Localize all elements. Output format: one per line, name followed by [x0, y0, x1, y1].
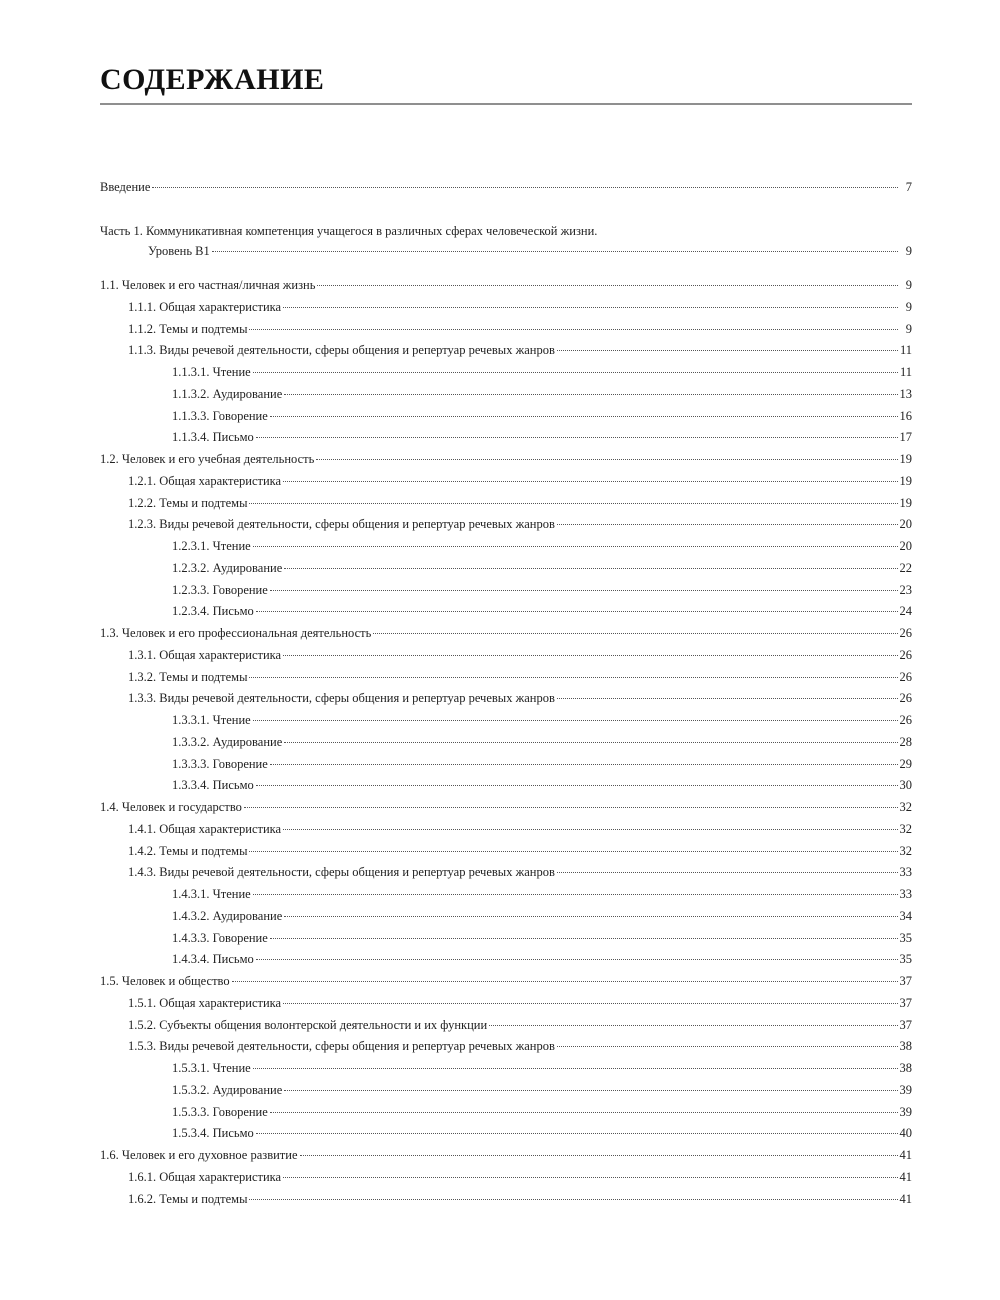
- toc-page-number: 9: [905, 299, 912, 314]
- toc-entry[interactable]: [172, 712, 912, 728]
- dot-leader: [270, 1112, 898, 1113]
- toc-page-number: 26: [899, 626, 912, 640]
- toc-entry-label: 1.2.3.2. Аудирование: [172, 560, 283, 575]
- dot-leader: [253, 372, 898, 373]
- dot-leader: [284, 916, 897, 917]
- dot-leader: [284, 742, 897, 743]
- toc-entry-label: 1.3.3.2. Аудирование: [172, 734, 283, 749]
- toc-page-number: 11: [899, 343, 912, 358]
- toc-entry[interactable]: [128, 690, 912, 706]
- dot-leader: [249, 329, 898, 330]
- toc-entry-label: 1.4.3.3. Говорение: [172, 930, 268, 945]
- toc-entry[interactable]: [100, 625, 912, 641]
- toc-entry-label: 1.5.3.3. Говорение: [172, 1104, 268, 1119]
- toc-page-number: 33: [899, 887, 912, 901]
- toc-page-number: 19: [899, 495, 912, 510]
- toc-page-number: 26: [899, 691, 912, 706]
- toc-entry-label: 1.4.3.4. Письмо: [172, 952, 254, 967]
- toc-page-number: 19: [899, 452, 912, 466]
- toc-page-number: 38: [899, 1039, 912, 1054]
- toc-page-number: 37: [899, 995, 912, 1010]
- dot-leader: [557, 350, 898, 351]
- dot-leader: [256, 611, 898, 612]
- toc-entry[interactable]: [172, 1060, 912, 1076]
- toc-entry[interactable]: [128, 843, 912, 859]
- toc-entry-label: 1.3.2. Темы и подтемы: [128, 669, 248, 684]
- dot-leader: [283, 829, 897, 830]
- dot-leader: [249, 1199, 897, 1200]
- toc-entry-part1[interactable]: [148, 243, 912, 259]
- toc-entry[interactable]: [128, 1038, 912, 1054]
- toc-entry[interactable]: [100, 799, 912, 815]
- toc-page-number: 32: [899, 843, 912, 858]
- toc-entry-label: 1.6.2. Темы и подтемы: [128, 1191, 248, 1206]
- toc-entry[interactable]: [172, 1125, 912, 1141]
- dot-leader: [270, 938, 898, 939]
- toc-entry[interactable]: [172, 1082, 912, 1098]
- toc-page-number: 16: [899, 408, 912, 423]
- toc-entry-label: 1.5.2. Субъекты общения волонтерской деятельности и их функции: [128, 1017, 488, 1032]
- dot-leader: [256, 1133, 898, 1134]
- toc-entry[interactable]: [172, 408, 912, 424]
- dot-leader: [557, 698, 898, 699]
- toc-entry-label: 1.2.3.1. Чтение: [172, 539, 251, 553]
- toc-entry[interactable]: [128, 516, 912, 532]
- toc-entry[interactable]: [128, 299, 912, 315]
- toc-entry[interactable]: [172, 908, 912, 924]
- dot-leader: [283, 1177, 897, 1178]
- toc-entry[interactable]: [128, 495, 912, 511]
- toc-entry[interactable]: [172, 386, 912, 402]
- toc-page-number: 40: [899, 1126, 912, 1141]
- toc-entry[interactable]: [128, 995, 912, 1011]
- toc-entry-label: Уровень В1: [148, 244, 210, 258]
- toc-entry-label: 1.3.3.1. Чтение: [172, 713, 251, 727]
- toc-page-number: 24: [899, 604, 912, 619]
- toc-entry-label: 1.4. Человек и государство: [100, 800, 242, 814]
- toc-entry-label: 1.2. Человек и его учебная деятельность: [100, 452, 315, 466]
- toc-entry-label: 1.4.3.1. Чтение: [172, 887, 251, 901]
- toc-page-number: 41: [899, 1191, 912, 1206]
- dot-leader: [253, 1068, 898, 1069]
- dot-leader: [256, 959, 898, 960]
- toc-entry-label: 1.1.3.1. Чтение: [172, 365, 251, 379]
- toc-entry[interactable]: [128, 647, 912, 663]
- toc-entry-label: 1.3.1. Общая характеристика: [128, 647, 282, 662]
- toc-entry[interactable]: [100, 451, 912, 467]
- toc-page-number: 23: [899, 582, 912, 597]
- dot-leader: [270, 764, 898, 765]
- toc-entry-label: 1.3.3. Виды речевой деятельности, сферы общения и репертуар речевых жанров: [128, 691, 555, 706]
- toc-entry-label: Введение: [100, 180, 151, 194]
- toc-entry-label: 1.6.1. Общая характеристика: [128, 1169, 282, 1184]
- dot-leader: [256, 785, 898, 786]
- toc-entry-label: 1.1.3.2. Аудирование: [172, 386, 283, 401]
- dot-leader: [256, 437, 898, 438]
- toc-entry-label: 1.1.3.4. Письмо: [172, 430, 254, 445]
- toc-entry-label: 1.1.3.3. Говорение: [172, 408, 268, 423]
- dot-leader: [557, 1046, 898, 1047]
- toc-page-number: 29: [899, 756, 912, 771]
- toc-part1-line1[interactable]: Часть 1. Коммуникативная компетенция учащегося в различных сферах человеческой жизни.: [100, 224, 598, 238]
- dot-leader: [489, 1025, 897, 1026]
- toc-page-number: 35: [899, 952, 912, 967]
- toc-page-number: 37: [899, 1017, 912, 1032]
- dot-leader: [557, 524, 898, 525]
- toc-page-number: 19: [899, 473, 912, 488]
- toc-entry-label: 1.1.1. Общая характеристика: [128, 299, 282, 314]
- toc-page-number: 41: [899, 1169, 912, 1184]
- toc-page-number: 9: [905, 244, 912, 258]
- toc-entry[interactable]: [128, 473, 912, 489]
- toc-entry[interactable]: [172, 756, 912, 772]
- dot-leader: [249, 677, 897, 678]
- toc-page-number: 32: [899, 821, 912, 836]
- toc-entry-label: 1.2.2. Темы и подтемы: [128, 495, 248, 510]
- toc-entry-label: 1.5.1. Общая характеристика: [128, 995, 282, 1010]
- dot-leader: [283, 1003, 897, 1004]
- toc-entry-label: 1.4.2. Темы и подтемы: [128, 843, 248, 858]
- toc-entry-intro[interactable]: [100, 179, 912, 195]
- toc-entry-label: 1.4.3. Виды речевой деятельности, сферы общения и репертуар речевых жанров: [128, 865, 555, 880]
- toc-entry[interactable]: [128, 1017, 912, 1033]
- toc-page-number: 7: [905, 180, 912, 194]
- dot-leader: [557, 872, 898, 873]
- toc-entry[interactable]: [172, 538, 912, 554]
- toc-entry[interactable]: [128, 1191, 912, 1207]
- dot-leader: [373, 633, 897, 634]
- toc-entry-label: 1.4.3.2. Аудирование: [172, 908, 283, 923]
- toc-entry-label: 1.5.3.4. Письмо: [172, 1126, 254, 1141]
- toc-page-number: 20: [899, 517, 912, 532]
- dot-leader: [212, 251, 898, 252]
- toc-entry[interactable]: [172, 1104, 912, 1120]
- dot-leader: [253, 720, 898, 721]
- toc-entry[interactable]: [100, 1147, 912, 1163]
- toc-entry[interactable]: [172, 603, 912, 619]
- toc-entry[interactable]: [128, 342, 912, 358]
- toc-entry-label: 1.2.3.4. Письмо: [172, 604, 254, 619]
- toc-page-number: 26: [899, 669, 912, 684]
- toc-page-number: 20: [899, 539, 912, 553]
- dot-leader: [253, 546, 898, 547]
- toc-page-number: 26: [899, 647, 912, 662]
- toc-page-number: 26: [899, 713, 912, 727]
- toc-entry[interactable]: [100, 277, 912, 293]
- toc-entry[interactable]: [172, 429, 912, 445]
- toc-page-number: 37: [899, 974, 912, 988]
- toc-entry-label: 1.2.3. Виды речевой деятельности, сферы общения и репертуар речевых жанров: [128, 517, 555, 532]
- toc-page-number: 35: [899, 930, 912, 945]
- toc-page-number: 22: [899, 560, 912, 575]
- toc-entry[interactable]: [172, 777, 912, 793]
- toc-entry-label: 1.3.3.4. Письмо: [172, 778, 254, 793]
- dot-leader: [253, 894, 898, 895]
- toc-page-number: 28: [899, 734, 912, 749]
- toc-entry[interactable]: [172, 364, 912, 380]
- dot-leader: [283, 655, 897, 656]
- dot-leader: [316, 459, 897, 460]
- toc-entry-label: 1.5.3.1. Чтение: [172, 1061, 251, 1075]
- toc-entry-label: 1.3.3.3. Говорение: [172, 756, 268, 771]
- dot-leader: [270, 416, 898, 417]
- toc-entry-label: 1.5.3.2. Аудирование: [172, 1082, 283, 1097]
- dot-leader: [232, 981, 898, 982]
- toc-entry[interactable]: [172, 560, 912, 576]
- dot-leader: [244, 807, 898, 808]
- toc-entry-label: 1.6. Человек и его духовное развитие: [100, 1148, 298, 1162]
- toc-entry[interactable]: [128, 821, 912, 837]
- dot-leader: [283, 481, 897, 482]
- title-divider: [100, 103, 912, 105]
- toc-page-number: 9: [905, 278, 912, 292]
- dot-leader: [284, 1090, 897, 1091]
- toc-entry[interactable]: [172, 734, 912, 750]
- toc-entry[interactable]: [128, 321, 912, 337]
- toc-page-number: 39: [899, 1104, 912, 1119]
- dot-leader: [283, 307, 898, 308]
- toc-entry[interactable]: [128, 864, 912, 880]
- toc-entry-label: 1.4.1. Общая характеристика: [128, 821, 282, 836]
- toc-page-number: 38: [899, 1061, 912, 1075]
- toc-entry[interactable]: [128, 1169, 912, 1185]
- toc-entry[interactable]: [100, 973, 912, 989]
- dot-leader: [284, 568, 897, 569]
- dot-leader: [249, 503, 897, 504]
- toc-page-number: 9: [905, 321, 912, 336]
- toc-entry[interactable]: [128, 669, 912, 685]
- page-title: СОДЕРЖАНИЕ: [100, 63, 325, 96]
- toc-page-number: 33: [899, 865, 912, 880]
- toc-entry-label: 1.2.1. Общая характеристика: [128, 473, 282, 488]
- toc-entry[interactable]: [172, 951, 912, 967]
- dot-leader: [317, 285, 898, 286]
- toc-page-number: 13: [899, 386, 912, 401]
- toc-entry[interactable]: [172, 582, 912, 598]
- dot-leader: [300, 1155, 898, 1156]
- toc-page-number: 39: [899, 1082, 912, 1097]
- toc-entry-label: 1.5.3. Виды речевой деятельности, сферы общения и репертуар речевых жанров: [128, 1039, 555, 1054]
- toc-page-number: 41: [899, 1148, 912, 1162]
- toc-page-number: 30: [899, 778, 912, 793]
- dot-leader: [270, 590, 898, 591]
- toc-entry-label: 1.5. Человек и общество: [100, 974, 230, 988]
- toc-entry-label: 1.2.3.3. Говорение: [172, 582, 268, 597]
- dot-leader: [152, 187, 898, 188]
- toc-entry-label: 1.1.2. Темы и подтемы: [128, 321, 248, 336]
- toc-entry-label: 1.3. Человек и его профессиональная деятельность: [100, 626, 372, 640]
- dot-leader: [249, 851, 897, 852]
- toc-page-number: 11: [899, 365, 912, 379]
- toc-page-number: 32: [899, 800, 912, 814]
- toc-entry-label: 1.1.3. Виды речевой деятельности, сферы общения и репертуар речевых жанров: [128, 343, 555, 358]
- dot-leader: [284, 394, 897, 395]
- toc-entry[interactable]: [172, 886, 912, 902]
- toc-entry[interactable]: [172, 930, 912, 946]
- toc-page-number: 34: [899, 908, 912, 923]
- toc-entry-label: 1.1. Человек и его частная/личная жизнь: [100, 278, 316, 292]
- toc-page-number: 17: [899, 430, 912, 445]
